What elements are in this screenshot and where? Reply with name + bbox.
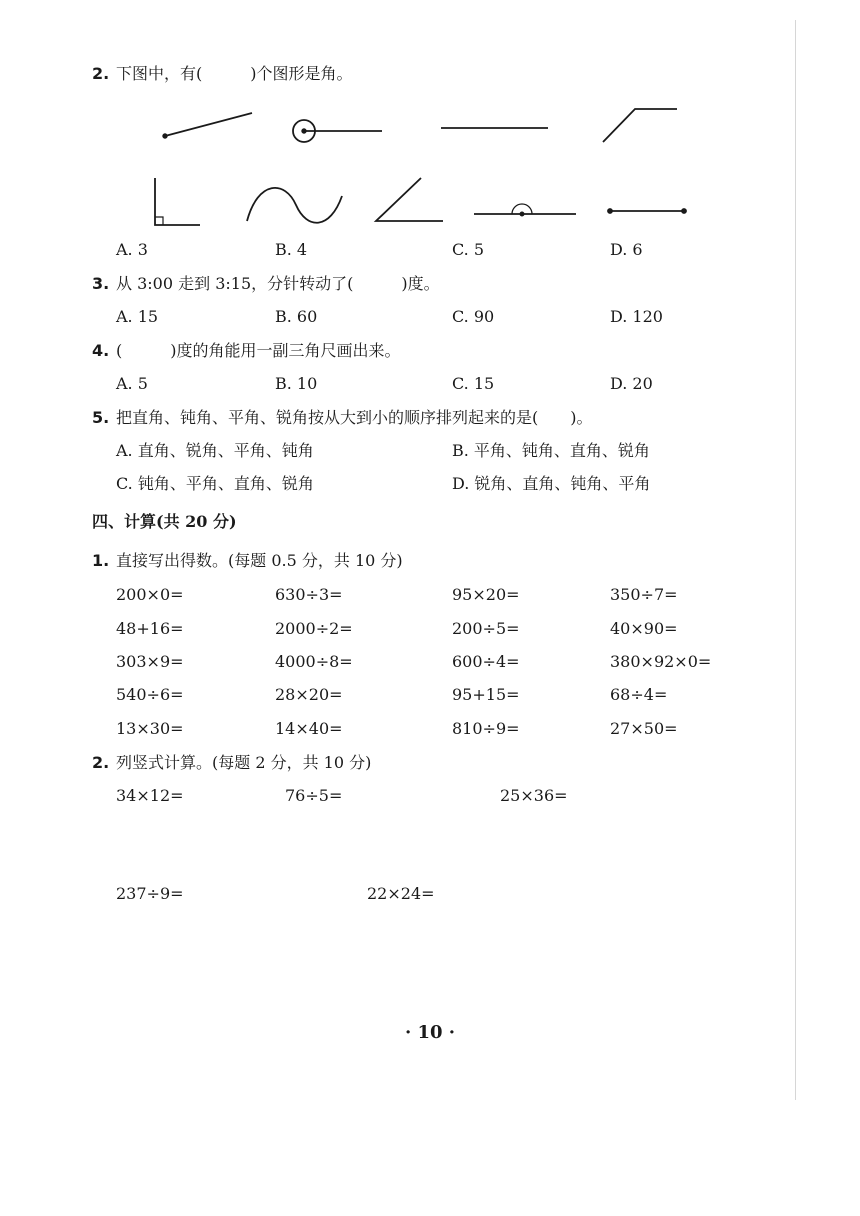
- q4-number: 4.: [92, 341, 110, 360]
- calc1-item: 200×0=: [116, 585, 184, 604]
- calc1-number: 1.: [92, 551, 110, 570]
- calc1-item: 27×50=: [610, 719, 678, 738]
- q2-option-c: C. 5: [452, 240, 485, 259]
- calc1-item: 630÷3=: [275, 585, 343, 604]
- calc1-item: 95×20=: [452, 585, 520, 604]
- acute-angle-figure: [376, 178, 443, 221]
- q3-option-a: A. 15: [116, 307, 159, 326]
- q5-option-a: A. 直角、锐角、平角、钝角: [116, 441, 314, 460]
- q5-number: 5.: [92, 408, 110, 427]
- open-angle-figure: [603, 109, 677, 142]
- calc2-item: 76÷5=: [285, 786, 343, 805]
- calc1-item: 13×30=: [116, 719, 184, 738]
- q4-option-c: C. 15: [452, 374, 495, 393]
- calc1-item: 380×92×0=: [610, 652, 712, 671]
- q5-text: 把直角、钝角、平角、锐角按从大到小的顺序排列起来的是( )。: [116, 408, 593, 427]
- q5-option-d: D. 锐角、直角、钝角、平角: [452, 474, 651, 493]
- page-number: · 10 ·: [404, 1022, 456, 1043]
- q2-option-d: D. 6: [610, 240, 643, 259]
- calc1-item: 540÷6=: [116, 685, 184, 704]
- calc2-item: 34×12=: [116, 786, 184, 805]
- calc1-item: 350÷7=: [610, 585, 678, 604]
- calc2-item: 22×24=: [367, 884, 435, 903]
- calc1-item: 303×9=: [116, 652, 184, 671]
- calc2-text: 列竖式计算。(每题 2 分，共 10 分): [116, 753, 372, 772]
- calc2-number: 2.: [92, 753, 110, 772]
- section-title: 四、计算(共 20 分): [92, 512, 237, 531]
- calc1-item: 810÷9=: [452, 719, 520, 738]
- q2-number: 2.: [92, 64, 110, 83]
- ray-segment-figure: [163, 113, 252, 138]
- q4-option-b: B. 10: [275, 374, 318, 393]
- q3-option-d: D. 120: [610, 307, 663, 326]
- right-angle-figure: [155, 178, 200, 225]
- circle-with-ray-figure: [293, 120, 382, 142]
- q2-text: 下图中，有( )个图形是角。: [116, 64, 353, 83]
- calc1-item: 600÷4=: [452, 652, 520, 671]
- calc1-item: 4000÷8=: [275, 652, 353, 671]
- calc1-item: 2000÷2=: [275, 619, 353, 638]
- q3-number: 3.: [92, 274, 110, 293]
- q2-option-b: B. 4: [275, 240, 308, 259]
- q3-option-b: B. 60: [275, 307, 318, 326]
- calc1-item: 200÷5=: [452, 619, 520, 638]
- calc2-item: 25×36=: [500, 786, 568, 805]
- calc1-item: 40×90=: [610, 619, 678, 638]
- straight-angle-figure: [474, 204, 576, 216]
- wave-curve-figure: [247, 188, 342, 223]
- calc1-item: 14×40=: [275, 719, 343, 738]
- line-segment-figure: [608, 209, 686, 213]
- calc1-item: 28×20=: [275, 685, 343, 704]
- q2-option-a: A. 3: [116, 240, 148, 259]
- q4-text: ( )度的角能用一副三角尺画出来。: [116, 341, 401, 360]
- calc2-item: 237÷9=: [116, 884, 184, 903]
- q4-option-a: A. 5: [116, 374, 148, 393]
- q5-option-b: B. 平角、钝角、直角、锐角: [452, 441, 650, 460]
- q4-option-d: D. 20: [610, 374, 653, 393]
- q3-text: 从 3:00 走到 3:15，分针转动了( )度。: [116, 274, 440, 293]
- q5-option-c: C. 钝角、平角、直角、锐角: [116, 474, 314, 493]
- q3-option-c: C. 90: [452, 307, 495, 326]
- calc1-item: 48+16=: [116, 619, 184, 638]
- calc1-text: 直接写出得数。(每题 0.5 分，共 10 分): [116, 551, 403, 570]
- calc1-item: 68÷4=: [610, 685, 668, 704]
- calc1-item: 95+15=: [452, 685, 520, 704]
